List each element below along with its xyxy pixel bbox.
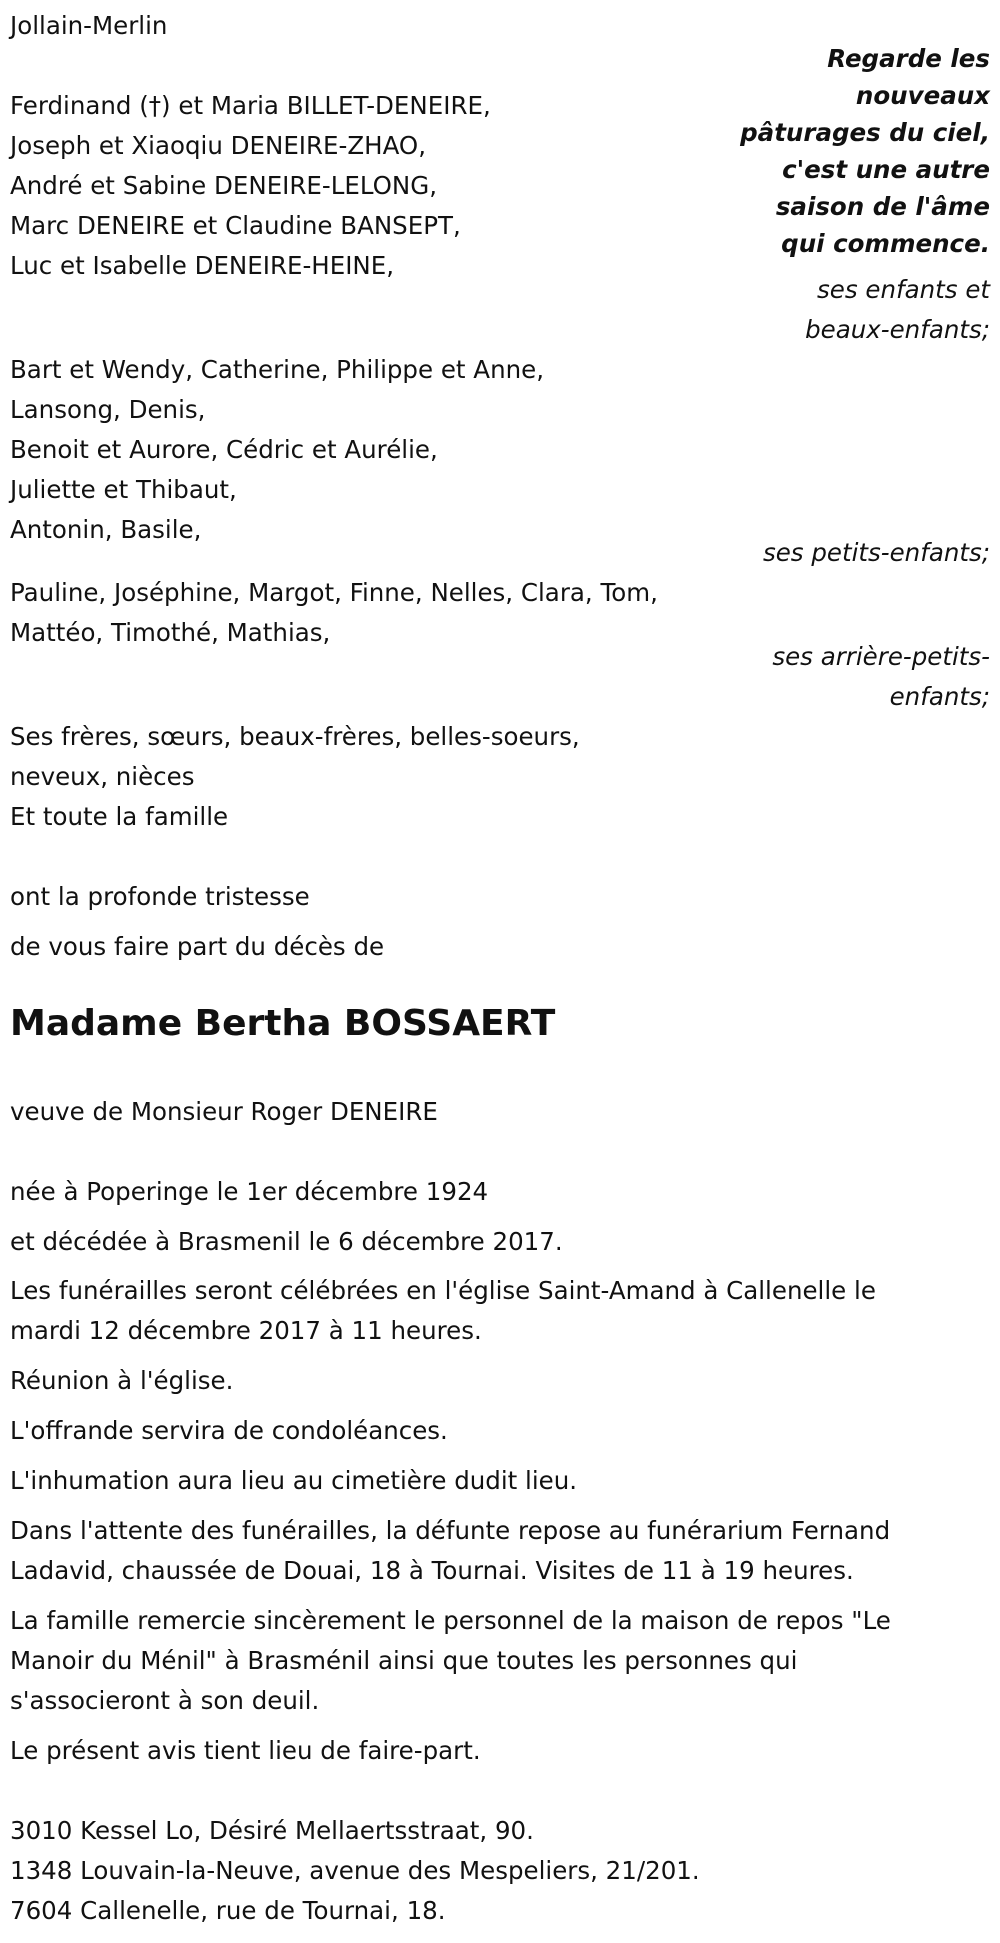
address-line: 1348 Louvain-la-Neuve, avenue des Mespeliers, 21/201. <box>10 1856 700 1885</box>
great-grandchildren-line: Pauline, Joséphine, Margot, Finne, Nelles, Clara, Tom, <box>10 578 658 607</box>
location-header: Jollain-Merlin <box>10 11 168 40</box>
burial-line: L'inhumation aura lieu au cimetière dudit lieu. <box>10 1466 578 1495</box>
quote-line: saison de l'âme <box>775 192 990 221</box>
rest-line: Ladavid, chaussée de Douai, 18 à Tournai. Visites de 11 à 19 heures. <box>10 1556 854 1585</box>
family-line: Et toute la famille <box>10 802 229 831</box>
grandchildren-line: Benoit et Aurore, Cédric et Aurélie, <box>10 435 438 464</box>
children-line: Luc et Isabelle DENEIRE-HEINE, <box>10 251 395 280</box>
thanks-line: Manoir du Ménil" à Brasménil ainsi que toutes les personnes qui <box>10 1646 798 1675</box>
great-grandchildren-role: enfants; <box>889 682 990 711</box>
address-line: 3010 Kessel Lo, Désiré Mellaertsstraat, 90. <box>10 1816 534 1845</box>
grandchildren-line: Bart et Wendy, Catherine, Philippe et Anne, <box>10 355 544 384</box>
children-line: Joseph et Xiaoqiu DENEIRE-ZHAO, <box>10 131 426 160</box>
grandchildren-line: Lansong, Denis, <box>10 395 206 424</box>
grandchildren-line: Antonin, Basile, <box>10 515 202 544</box>
deceased-name: Madame Bertha BOSSAERT <box>10 1003 556 1044</box>
grandchildren-line: Juliette et Thibaut, <box>10 475 237 504</box>
children-role: beaux-enfants; <box>805 315 990 344</box>
thanks-line: La famille remercie sincèrement le personnel de la maison de repos "Le <box>10 1606 891 1635</box>
announcement-line: ont la profonde tristesse <box>10 882 310 911</box>
offering-line: L'offrande servira de condoléances. <box>10 1416 448 1445</box>
quote-line: nouveaux <box>855 81 990 110</box>
quote-line: Regarde les <box>827 44 990 73</box>
grandchildren-role: ses petits-enfants; <box>762 538 990 567</box>
death-line: et décédée à Brasmenil le 6 décembre 2017. <box>10 1227 563 1256</box>
address-line: 7604 Callenelle, rue de Tournai, 18. <box>10 1896 446 1925</box>
children-line: André et Sabine DENEIRE-LELONG, <box>10 171 438 200</box>
notice-line: Le présent avis tient lieu de faire-part. <box>10 1736 481 1765</box>
family-line: Ses frères, sœurs, beaux-frères, belles-soeurs, <box>10 722 580 751</box>
family-line: neveux, nièces <box>10 762 195 791</box>
children-line: Ferdinand (†) et Maria BILLET-DENEIRE, <box>10 91 491 120</box>
birth-line: née à Poperinge le 1er décembre 1924 <box>10 1177 489 1206</box>
thanks-line: s'associeront à son deuil. <box>10 1686 320 1715</box>
quote-line: c'est une autre <box>782 155 990 184</box>
quote-line: pâturages du ciel, <box>740 118 990 147</box>
funeral-line: mardi 12 décembre 2017 à 11 heures. <box>10 1316 482 1345</box>
children-line: Marc DENEIRE et Claudine BANSEPT, <box>10 211 461 240</box>
announcement-line: de vous faire part du décès de <box>10 932 385 961</box>
rest-line: Dans l'attente des funérailles, la défunte repose au funérarium Fernand <box>10 1516 891 1545</box>
great-grandchildren-line: Mattéo, Timothé, Mathias, <box>10 618 331 647</box>
children-role: ses enfants et <box>817 275 990 304</box>
quote-line: qui commence. <box>781 229 990 258</box>
spouse-line: veuve de Monsieur Roger DENEIRE <box>10 1097 438 1126</box>
meeting-line: Réunion à l'église. <box>10 1366 234 1395</box>
funeral-line: Les funérailles seront célébrées en l'église Saint-Amand à Callenelle le <box>10 1276 876 1305</box>
great-grandchildren-role: ses arrière-petits- <box>772 642 990 671</box>
